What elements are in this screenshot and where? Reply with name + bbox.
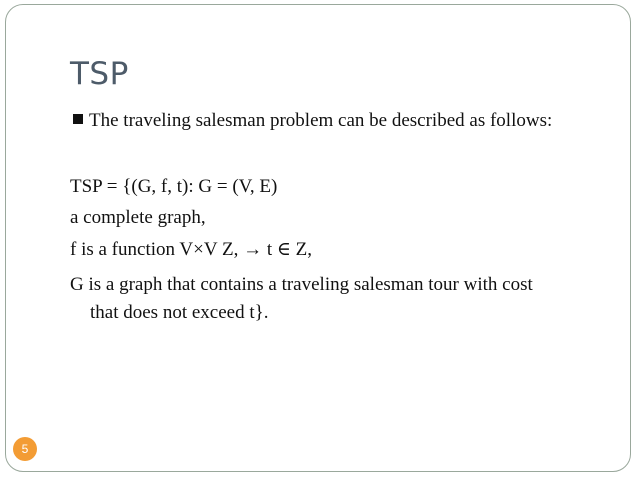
square-bullet-icon (73, 114, 83, 124)
cost-bound-line: that does not exceed t}. (90, 302, 269, 323)
complete-graph-line: a complete graph, (70, 207, 206, 228)
slide-title: TSP (70, 56, 129, 92)
tsp-definition-line: TSP = {(G, f, t): G = (V, E) (70, 176, 278, 197)
graph-tour-line: G is a graph that contains a traveling salesman tour with cost (70, 274, 533, 295)
bullet-text: The traveling salesman problem can be described as follows: (89, 110, 553, 131)
page-number-badge: 5 (13, 437, 37, 461)
bullet-item (73, 110, 552, 132)
function-line: f is a function V×V Z, → t ∈ Z, (70, 239, 313, 260)
